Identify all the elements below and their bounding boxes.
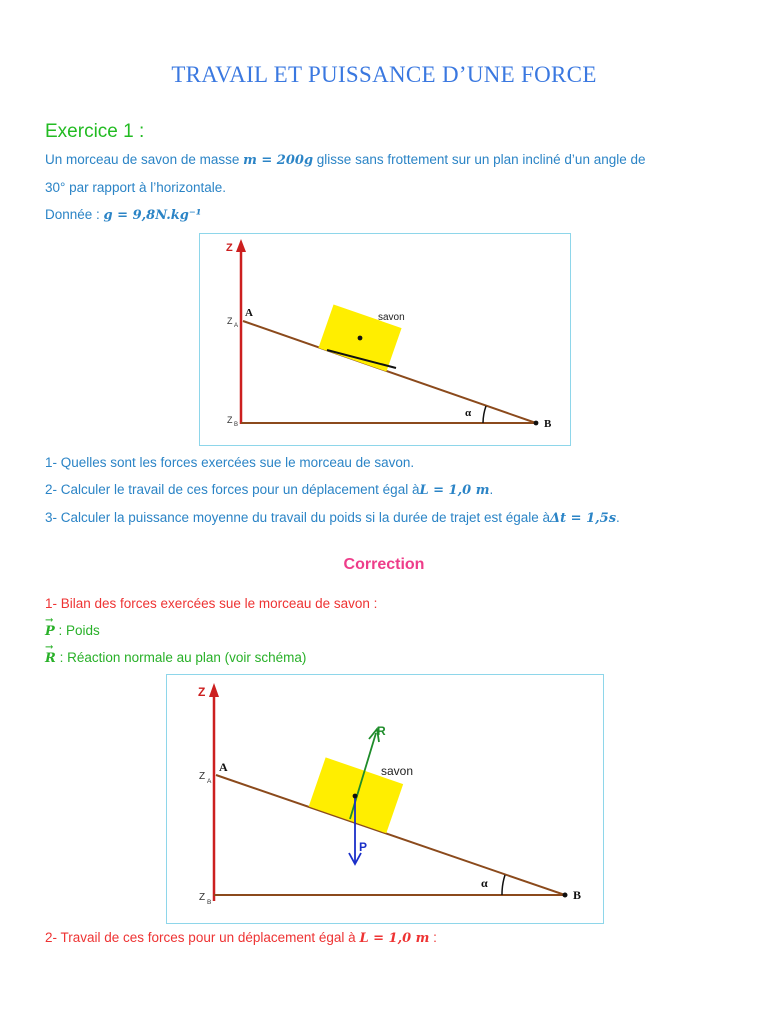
question-text: 2- Calculer le travail de ces forces pour un déplacement égal à xyxy=(45,482,420,497)
za-subscript: A xyxy=(234,323,239,329)
question-text: 3- Calculer la puissance moyenne du travail du poids si la durée de trajet est égale à xyxy=(45,510,551,525)
given-data xyxy=(45,207,201,223)
duration-formula: Δt = 1,5s xyxy=(550,511,617,526)
point-a-label: A xyxy=(219,760,228,774)
exercise-heading: Exercice 1 : xyxy=(45,121,145,142)
point-b-label: B xyxy=(573,888,582,902)
soap-label: savon xyxy=(378,312,405,323)
soap-center-point xyxy=(358,336,363,341)
zb-label: Z xyxy=(227,415,233,425)
soap-center-point xyxy=(353,794,358,799)
weight-text: : Poids xyxy=(54,623,100,638)
angle-arc xyxy=(483,406,486,423)
forces-diagram xyxy=(167,675,603,923)
correction-text: : xyxy=(429,930,437,945)
za-subscript: A xyxy=(207,778,212,785)
question-2 xyxy=(45,482,493,498)
force-reaction-line xyxy=(45,642,307,666)
figure-forces xyxy=(166,674,604,924)
reaction-label: R xyxy=(377,724,386,738)
za-label: Z xyxy=(227,316,233,326)
correction-point-1: 1- Bilan des forces exercées sue le morceau de savon : xyxy=(45,596,378,611)
z-axis-arrow-icon xyxy=(209,683,219,697)
weight-vector-symbol: → P xyxy=(45,615,55,639)
statement-text: Un morceau de savon de masse xyxy=(45,152,244,167)
angle-label: α xyxy=(481,876,488,890)
exercise-statement-line2: 30° par rapport à l’horizontale. xyxy=(45,180,227,195)
correction-heading: Correction xyxy=(343,556,425,573)
page-title: TRAVAIL ET PUISSANCE D’UNE FORCE xyxy=(171,62,597,87)
figure-inclined-plane xyxy=(199,233,571,446)
za-label: Z xyxy=(199,771,206,782)
exercise-statement-line1 xyxy=(45,152,646,168)
correction-text: 2- Travail de ces forces pour un déplacement égal à xyxy=(45,930,360,945)
question-1: 1- Quelles sont les forces exercées sue le morceau de savon. xyxy=(45,455,415,470)
z-axis-label: Z xyxy=(226,242,233,254)
force-weight-line xyxy=(45,615,100,639)
point-b-label: B xyxy=(544,418,552,430)
weight-label: P xyxy=(359,840,368,854)
zb-subscript: B xyxy=(234,422,239,428)
soap-label: savon xyxy=(381,764,414,778)
distance-formula: L = 1,0 m xyxy=(359,931,430,946)
question-text: . xyxy=(616,510,620,525)
question-text: . xyxy=(489,482,494,497)
distance-formula: L = 1,0 m xyxy=(419,483,490,498)
point-b-dot xyxy=(534,421,539,426)
gravity-formula: g = 9,8N.kg⁻¹ xyxy=(103,208,202,223)
point-b-dot xyxy=(563,893,568,898)
angle-label: α xyxy=(465,407,472,419)
z-axis-arrow-icon xyxy=(236,239,246,252)
inclined-plane-diagram xyxy=(200,234,570,445)
point-a-label: A xyxy=(245,307,253,319)
reaction-vector-symbol: → R xyxy=(45,642,56,666)
question-3 xyxy=(45,510,620,526)
correction-point-2 xyxy=(45,930,437,946)
reaction-text: : Réaction normale au plan (voir schéma) xyxy=(55,650,307,665)
zb-subscript: B xyxy=(207,899,212,906)
mass-formula: m = 200g xyxy=(243,153,314,168)
zb-label: Z xyxy=(199,892,206,903)
statement-text: glisse sans frottement sur un plan incliné d’un angle de xyxy=(313,152,646,167)
z-axis-label: Z xyxy=(198,685,206,699)
given-label: Donnée : xyxy=(45,207,104,222)
angle-arc xyxy=(502,875,505,895)
